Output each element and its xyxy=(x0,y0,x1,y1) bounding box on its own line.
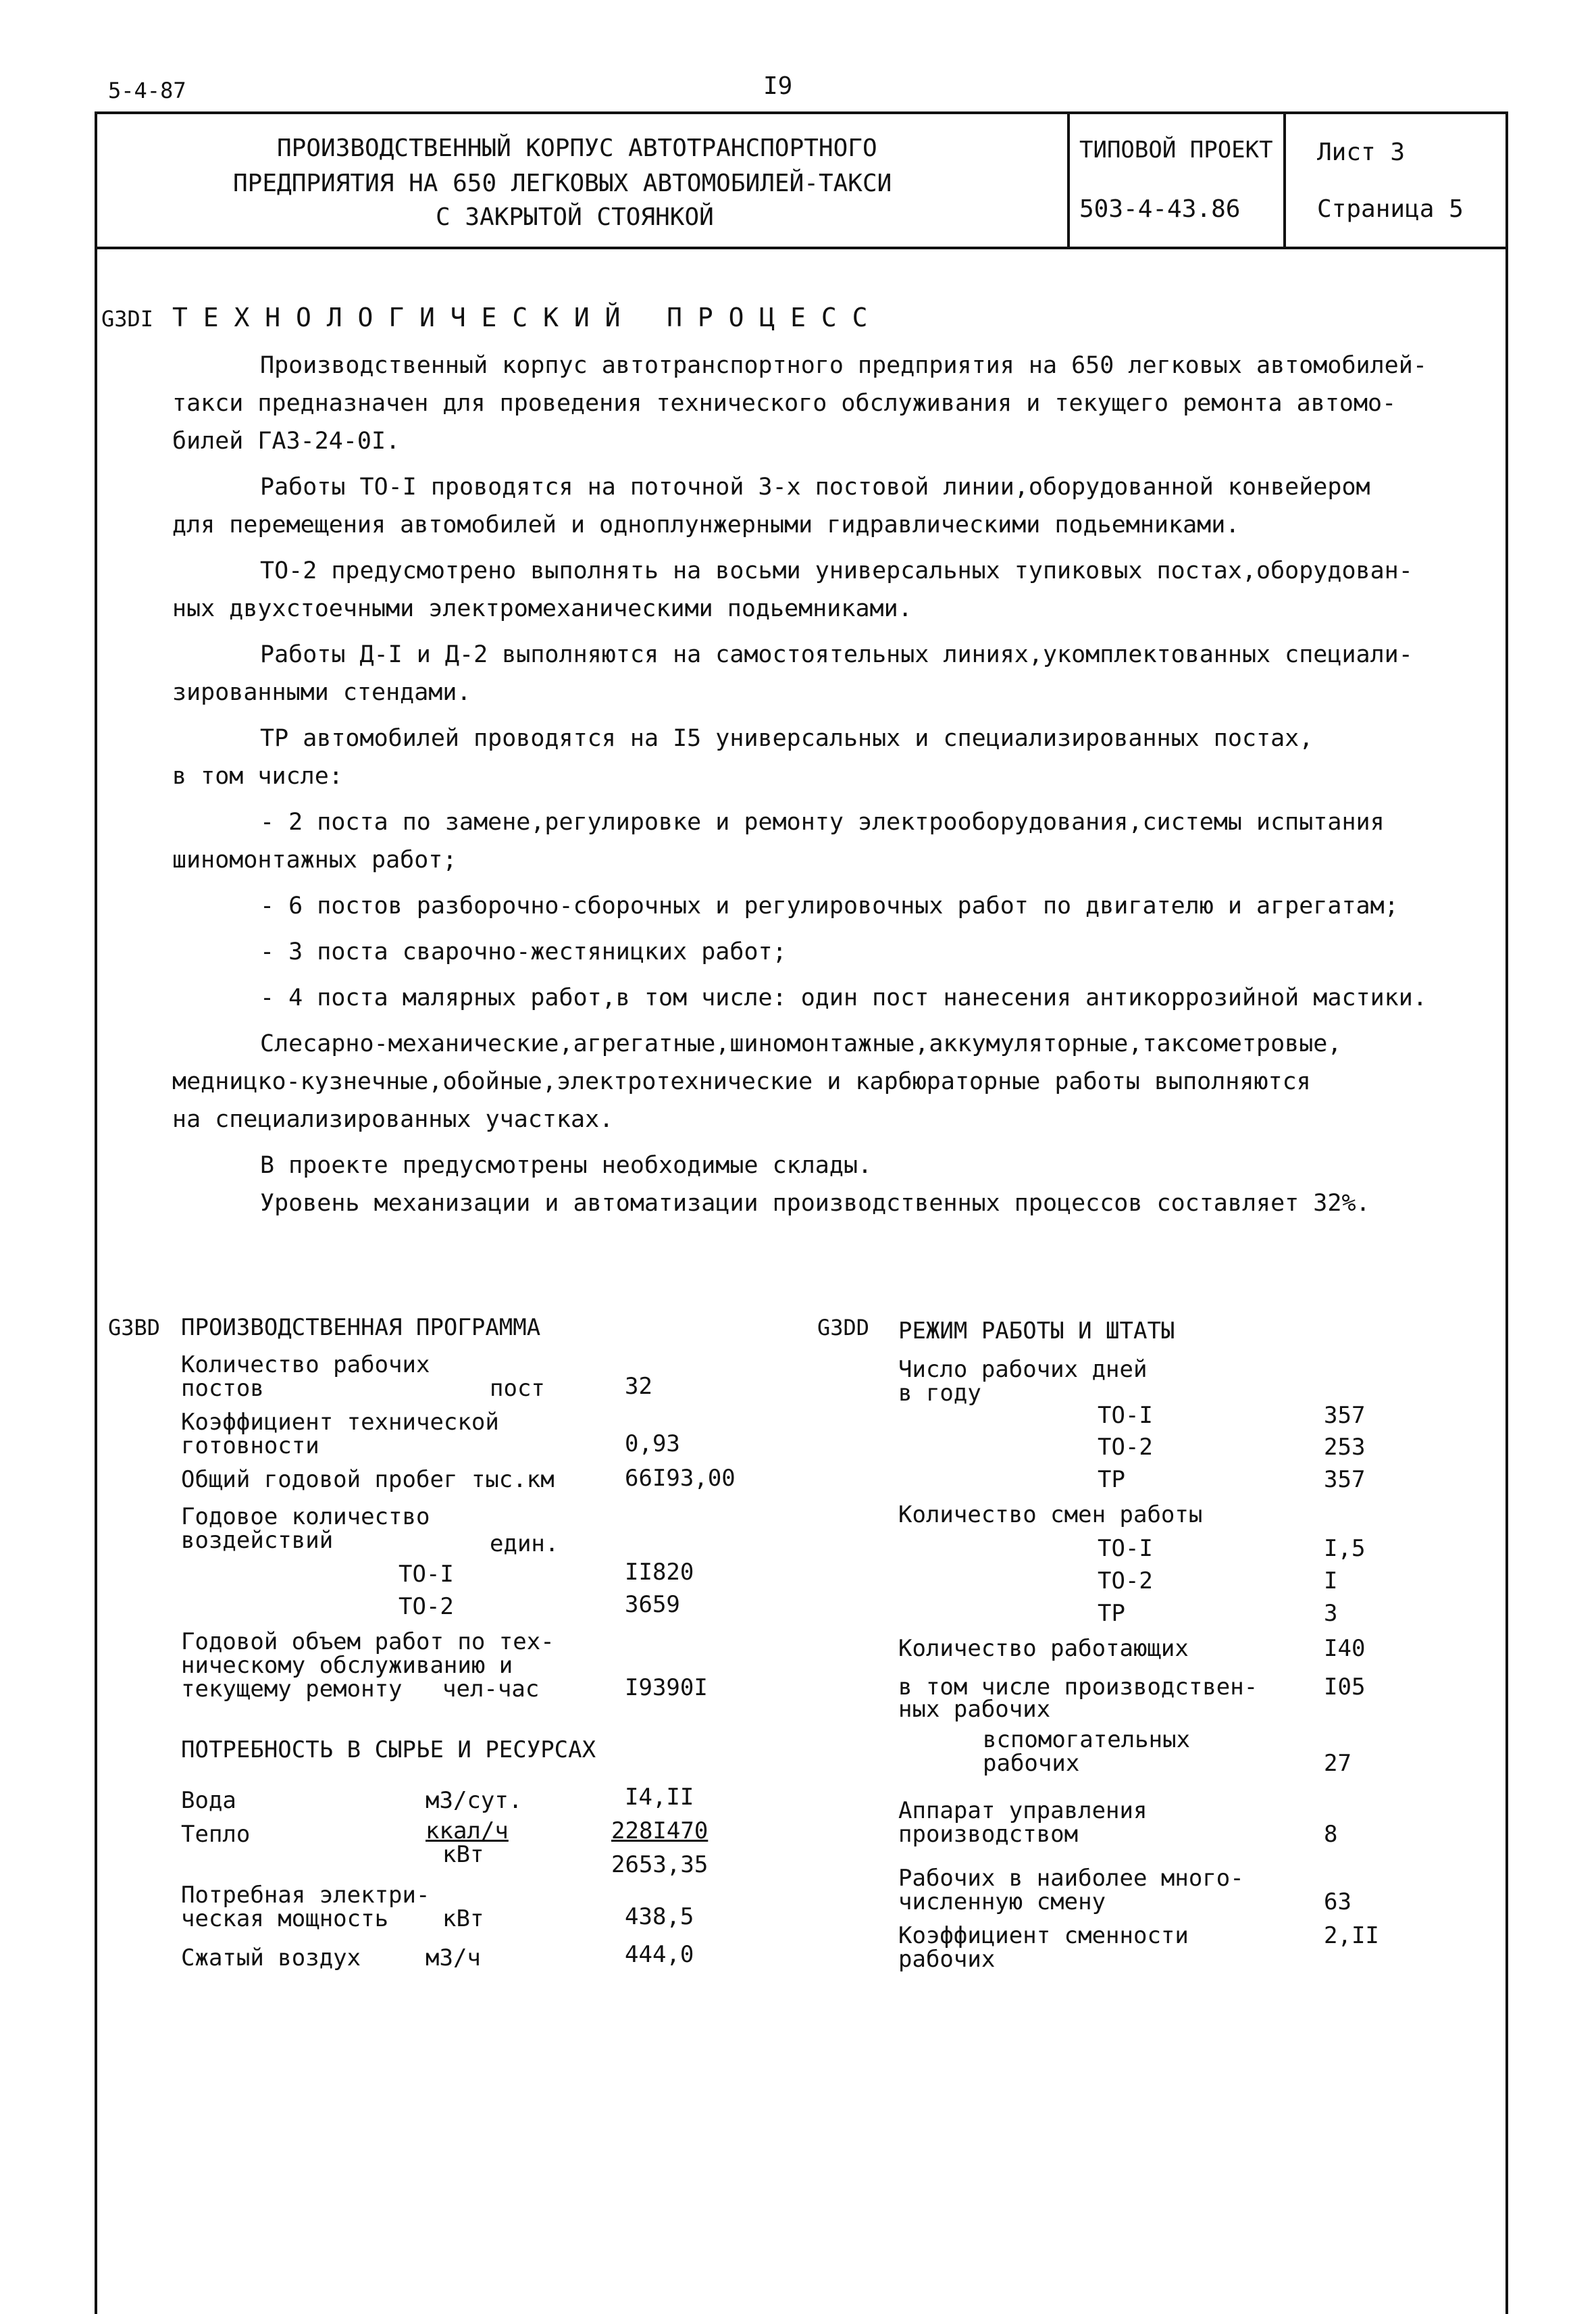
process-line: Уровень механизации и автоматизации производственных процессов составляет 32%. xyxy=(260,1190,1370,1217)
sheet-number: Лист 3 xyxy=(1317,139,1406,166)
project-title-line-1: ПРОИЗВОДСТВЕННЫЙ КОРПУС АВТОТРАНСПОРТНОГО xyxy=(277,134,877,162)
impacts-unit: един. xyxy=(490,1530,559,1557)
shift-coef-label-2: рабочих xyxy=(898,1946,996,1973)
heat-value-bottom: 2653,35 xyxy=(611,1851,709,1878)
power-value: 438,5 xyxy=(625,1903,694,1930)
page-number: I9 xyxy=(763,72,793,100)
air-unit: м3/ч xyxy=(426,1944,481,1971)
days-to1-label: ТО-I xyxy=(1098,1402,1153,1429)
to1-label: ТО-I xyxy=(398,1561,454,1588)
to1-value: II820 xyxy=(625,1559,694,1586)
process-line: для перемещения автомобилей и одноплунжерными гидравлическими подьемниками. xyxy=(172,511,1240,538)
process-line: - 6 постов разборочно-сборочных и регулировочных работ по двигателю и агрегатам; xyxy=(260,892,1399,920)
impacts-label-2: воздействий xyxy=(181,1527,334,1554)
workers-label: Количество работающих xyxy=(898,1635,1189,1662)
project-title-line-3: С ЗАКРЫТОЙ СТОЯНКОЙ xyxy=(436,203,714,231)
shifts-to2-value: I xyxy=(1324,1567,1338,1594)
posts-unit: пост xyxy=(490,1375,545,1402)
volume-unit: чел-час xyxy=(442,1676,540,1703)
shifts-to1-label: ТО-I xyxy=(1098,1535,1153,1562)
process-line: - 2 поста по замене,регулировке и ремонту электрооборудования,системы испытания xyxy=(260,809,1385,836)
process-line: - 4 поста малярных работ,в том числе: один пост нанесения антикоррозийной мастики. xyxy=(260,984,1427,1011)
posts-value: 32 xyxy=(625,1373,652,1400)
mileage-value: 66I93,00 xyxy=(625,1465,736,1492)
process-line: Работы ТО-I проводятся на поточной 3-х постовой линии,оборудованной конвейером xyxy=(260,474,1370,501)
aux-workers-value: 27 xyxy=(1324,1750,1352,1777)
project-number: 503-4-43.86 xyxy=(1079,195,1241,223)
doc-code: 5-4-87 xyxy=(108,78,186,103)
shifts-tr-label: ТР xyxy=(1098,1600,1125,1627)
program-heading: ПРОИЗВОДСТВЕННАЯ ПРОГРАММА xyxy=(181,1314,541,1341)
prod-workers-label-2: ных рабочих xyxy=(898,1696,1051,1723)
volume-label-1: Годовой объем работ по тех- xyxy=(181,1628,555,1655)
process-line: такси предназначен для проведения технического обслуживания и текущего ремонта автомо- xyxy=(172,390,1397,417)
process-line: Производственный корпус автотранспортного предприятия на 650 легковых автомобилей- xyxy=(260,352,1427,379)
section-heading: Т Е Х Н О Л О Г И Ч Е С К И Й П Р О Ц Е С С xyxy=(172,303,868,332)
title-block-bottom-line xyxy=(95,247,1508,249)
section-code: G3DI xyxy=(101,306,154,332)
water-unit: м3/сут. xyxy=(426,1787,523,1814)
prod-workers-label-1: в том числе производствен- xyxy=(898,1674,1258,1701)
shifts-to2-label: ТО-2 xyxy=(1098,1567,1153,1594)
to2-value: 3659 xyxy=(625,1591,680,1618)
power-label-1: Потребная электри- xyxy=(181,1882,430,1909)
page-label: Страница 5 xyxy=(1317,195,1464,223)
process-line: - 3 поста сварочно-жестяницких работ; xyxy=(260,938,787,965)
process-line: ных двухстоечными электромеханическими подьемниками. xyxy=(172,595,912,622)
volume-label-3: текущему ремонту xyxy=(181,1676,403,1703)
air-label: Сжатый воздух xyxy=(181,1944,361,1971)
process-line: ТР автомобилей проводятся на I5 универсальных и специализированных постах, xyxy=(260,725,1314,752)
resources-heading: ПОТРЕБНОСТЬ В СЫРЬЕ И РЕСУРСАХ xyxy=(181,1736,596,1763)
process-paragraph xyxy=(172,347,1456,1222)
air-value: 444,0 xyxy=(625,1941,694,1968)
process-line: Слесарно-механические,агрегатные,шиномонтажные,аккумуляторные,таксометровые, xyxy=(260,1030,1342,1057)
impacts-label-1: Годовое количество xyxy=(181,1503,430,1530)
water-value: I4,II xyxy=(625,1784,694,1811)
process-line: билей ГАЗ-24-0I. xyxy=(172,428,401,455)
volume-label-2: ническому обслуживанию и xyxy=(181,1652,513,1679)
ktg-label-2: готовности xyxy=(181,1432,319,1459)
days-to1-value: 357 xyxy=(1324,1402,1366,1429)
workers-value: I40 xyxy=(1324,1635,1366,1662)
power-label-2: ческая мощность xyxy=(181,1905,389,1932)
heat-unit-top: ккал/ч xyxy=(426,1817,509,1844)
volume-value: I9390I xyxy=(625,1674,708,1701)
heat-unit-bottom: кВт xyxy=(442,1841,484,1868)
prod-workers-value: I05 xyxy=(1324,1674,1366,1701)
aux-workers-label-2: рабочих xyxy=(983,1750,1080,1777)
shifts-label: Количество смен работы xyxy=(898,1501,1203,1528)
posts-label-2: постов xyxy=(181,1375,264,1402)
program-code: G3BD xyxy=(108,1315,161,1340)
days-to2-label: ТО-2 xyxy=(1098,1434,1153,1461)
management-label-2: производством xyxy=(898,1821,1079,1848)
project-title-line-2: ПРЕДПРИЯТИЯ НА 650 ЛЕГКОВЫХ АВТОМОБИЛЕЙ-ТАКСИ xyxy=(233,170,892,197)
max-shift-value: 63 xyxy=(1324,1888,1352,1915)
shifts-to1-value: I,5 xyxy=(1324,1535,1366,1562)
days-to2-value: 253 xyxy=(1324,1434,1366,1461)
power-unit: кВт xyxy=(442,1905,484,1932)
days-label-2: в году xyxy=(898,1380,981,1407)
process-line: Работы Д-I и Д-2 выполняются на самостоятельных линиях,укомплектованных специали- xyxy=(260,641,1413,668)
heat-label: Тепло xyxy=(181,1821,251,1848)
max-shift-label-2: численную смену xyxy=(898,1888,1106,1915)
project-type-label: ТИПОВОЙ ПРОЕКТ xyxy=(1079,136,1273,164)
staff-code: G3DD xyxy=(817,1315,870,1340)
staff-heading: РЕЖИМ РАБОТЫ И ШТАТЫ xyxy=(898,1317,1175,1344)
water-label: Вода xyxy=(181,1787,236,1814)
management-value: 8 xyxy=(1324,1821,1338,1848)
management-label-1: Аппарат управления xyxy=(898,1797,1148,1824)
title-block-divider-1 xyxy=(1067,111,1070,247)
heat-value-top: 228I470 xyxy=(611,1817,709,1844)
days-label-1: Число рабочих дней xyxy=(898,1356,1148,1383)
days-tr-label: ТР xyxy=(1098,1466,1125,1493)
posts-label-1: Количество рабочих xyxy=(181,1351,430,1378)
mileage-label: Общий годовой пробег тыс.км xyxy=(181,1466,555,1493)
process-line: в том числе: xyxy=(172,763,343,790)
shift-coef-value: 2,II xyxy=(1324,1922,1379,1949)
process-line: зированными стендами. xyxy=(172,679,471,706)
ktg-label-1: Коэффициент технической xyxy=(181,1409,499,1436)
process-line: ТО-2 предусмотрено выполнять на восьми универсальных тупиковых постах,оборудован- xyxy=(260,557,1413,584)
shifts-tr-value: 3 xyxy=(1324,1600,1338,1627)
process-line: на специализированных участках. xyxy=(172,1106,614,1133)
to2-label: ТО-2 xyxy=(398,1593,454,1620)
process-line: медницко-кузнечные,обойные,электротехнические и карбюраторные работы выполняются xyxy=(172,1068,1311,1095)
max-shift-label-1: Рабочих в наиболее много- xyxy=(898,1865,1244,1892)
title-block-divider-2 xyxy=(1283,111,1286,247)
process-line: шиномонтажных работ; xyxy=(172,847,457,874)
days-tr-value: 357 xyxy=(1324,1466,1366,1493)
shift-coef-label-1: Коэффициент сменности xyxy=(898,1922,1189,1949)
process-line: В проекте предусмотрены необходимые склады. xyxy=(260,1152,873,1179)
aux-workers-label-1: вспомогательных xyxy=(983,1726,1191,1753)
ktg-value: 0,93 xyxy=(625,1430,680,1457)
